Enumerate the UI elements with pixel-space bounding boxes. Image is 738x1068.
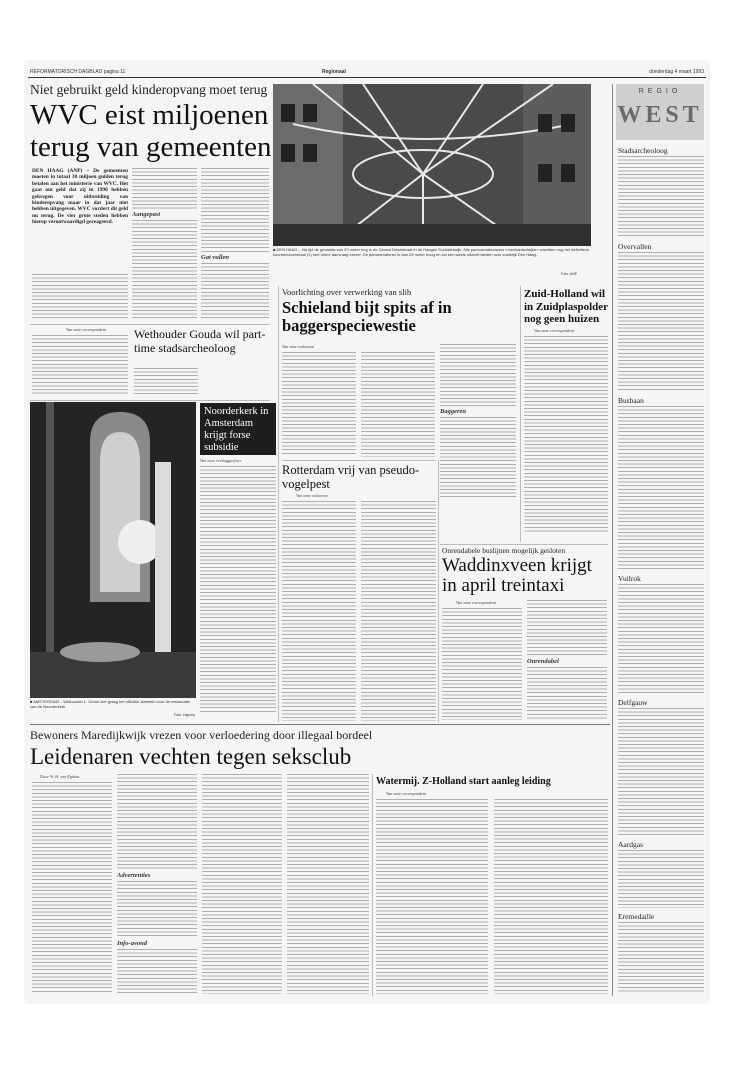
- waterpeil-column-1: [376, 799, 488, 994]
- sidebar-text-4: [618, 584, 704, 694]
- noorderkerk-body: [200, 466, 276, 712]
- sidebar-text-5: [618, 708, 704, 836]
- waddinxveen-column-1: [442, 608, 522, 720]
- waddinxveen-column-2-top: [527, 600, 607, 656]
- waddinxveen-column-2-body: [527, 667, 607, 720]
- leidenaren-column-4: [287, 774, 369, 994]
- gouda-column-1: [32, 335, 128, 395]
- schieland-kicker: Voorlichting over verwerking van slib: [282, 287, 412, 297]
- schieland-column-2: [361, 352, 435, 457]
- zuidholland-body: [524, 336, 608, 534]
- panorama-photo-caption: ■ DEN HAAG – Na tijd de gevaarte van 20 meter nog in de Gerard Deselstraat in de Haagse Schilderswijk. Alle panoramabouwers «mechanischrijke» wachtten nog het definitieve koortsenzoenmaal (1) met ruime aanvraag erover. De panoramatoren is dan 23 meter hoog en zal een weids uitzicht bieden over zuidelijk Den Haag.: [273, 248, 590, 257]
- lead-column-1-continued: [32, 274, 128, 320]
- rotterdam-vogelpest-column-2: [361, 501, 436, 721]
- gouda-headline: Wethouder Gouda wil part-time stadsarcheoloog: [134, 328, 266, 355]
- panorama-photo-credit: Foto: ANP: [561, 272, 577, 276]
- header-rule: [28, 77, 706, 78]
- waterpeil-byline: Van onze correspondent: [386, 791, 427, 796]
- leidenaren-subhead-info-avond: Info-avond: [117, 940, 147, 947]
- lead-column-3-body: [201, 263, 269, 320]
- waddinxveen-byline: Van onze correspondent: [456, 600, 497, 605]
- divider: [30, 324, 270, 325]
- page-header-left: REFORMATORISCH DAGBLAD pagina 11: [30, 69, 126, 75]
- lead-column-3-top: [201, 168, 269, 252]
- sidebar-item-delfgauw: Delfgauw: [618, 698, 648, 707]
- divider: [282, 460, 436, 461]
- gouda-byline: Van onze correspondent: [66, 327, 107, 332]
- sidebar-text-1: [618, 156, 704, 238]
- logo-regio: REGIO: [638, 88, 682, 95]
- waterpeil-column-2: [494, 799, 608, 994]
- schieland-column-3-body: [440, 417, 516, 497]
- schieland-headline: Schieland bijt spits af in baggerspeciewestie: [282, 299, 452, 335]
- column-divider: [278, 286, 279, 722]
- lead-column-2-top: [132, 168, 197, 210]
- lead-subhead-aangepast: Aangepast: [132, 211, 161, 218]
- newspaper-page: [26, 62, 708, 1002]
- noorderkerk-headline: Noorderkerk in Amsterdam krijgt forse subsidie: [204, 406, 269, 453]
- sidebar-text-7: [618, 922, 704, 994]
- lead-headline-line2: terug van gemeenten: [30, 132, 272, 162]
- panorama-tower-photo: [273, 84, 591, 246]
- lead-kicker: Niet gebruikt geld kinderopvang moet terug: [30, 82, 268, 97]
- noorderkerk-headline-box: [200, 403, 276, 455]
- rotterdam-vogelpest-column-1: [282, 501, 356, 721]
- leidenaren-kicker: Bewoners Maredijkwijk vrezen voor verloedering door illegaal bordeel: [30, 728, 373, 742]
- sidebar-item-overvallen: Overvallen: [618, 242, 652, 251]
- leidenaren-column-2-mid: [117, 881, 197, 937]
- column-divider: [520, 286, 521, 542]
- schieland-column-3-top: [440, 344, 516, 406]
- divider: [30, 724, 610, 725]
- sidebar-divider: [612, 84, 613, 996]
- noorderkerk-photo-drawing: [30, 402, 196, 698]
- noorderkerk-photo-caption: ■ AMSTERDAM – Wethouder L. Genet ziet graag het officiële startsein voor de restauratie van de Noorderkerk.: [30, 700, 190, 709]
- leidenaren-subhead-advertenties: Advertenties: [117, 872, 151, 879]
- lead-headline-line1: WVC eist miljoenen: [30, 100, 269, 130]
- sidebar-item-busbaan: Busbaan: [618, 396, 644, 405]
- gouda-column-2: [134, 368, 198, 396]
- divider: [30, 400, 270, 401]
- lead-subhead-gat-vullen: Gat vullen: [201, 254, 229, 261]
- divider: [440, 544, 608, 545]
- noorderkerk-byline: Van onze verslaggeefster: [200, 458, 242, 463]
- lead-intro: DEN HAAG (ANP) – De gemeenten moeten in totaal 30 miljoen gulden terug betalen aan het ministerie van WVC. Het gaat om geld dat zij in 1990 hebben gekregen voor uitbreiding van kinderopvang maar in dat jaar niet hebben uitgegeven. WVC vordert dit geld nu terug. De vier grote steden hebben hierop verontwaardigd gereageerd.: [32, 168, 128, 226]
- sidebar-item-stadsarcheoloog: Stadsarcheoloog: [618, 146, 668, 155]
- leidenaren-column-2-top: [117, 774, 197, 870]
- sidebar-text-6: [618, 850, 704, 908]
- panorama-photo-drawing: [273, 84, 591, 246]
- column-divider: [438, 460, 439, 722]
- waddinxveen-subhead-onrendabel: Onrendabel: [527, 658, 559, 665]
- schieland-subhead-baggeren: Baggeren: [440, 408, 466, 415]
- zuidholland-headline: Zuid-Holland wil in Zuidplaspolder nog geen huizen: [524, 288, 608, 325]
- leidenaren-byline: Door W. H. van Egdom: [40, 774, 80, 779]
- lead-column-2-body: [132, 220, 197, 320]
- zuidholland-byline: Van onze correspondent: [534, 328, 575, 333]
- sidebar-text-3: [618, 406, 704, 570]
- rotterdam-vogelpest-headline: Rotterdam vrij van pseudo-vogelpest: [282, 463, 420, 491]
- waddinxveen-headline: Waddinxveen krijgt in april treintaxi: [442, 556, 592, 596]
- waterpeil-headline: Watermij. Z-Holland start aanleg leiding: [376, 776, 551, 787]
- leidenaren-headline: Leidenaren vechten tegen seksclub: [30, 744, 352, 769]
- page-header-section: Regionaal: [322, 69, 346, 75]
- rotterdam-vogelpest-byline: Van onze redacteur: [296, 493, 329, 498]
- noorderkerk-photo-credit: Foto: Dapons: [174, 713, 196, 717]
- waddinxveen-kicker: Onrendabele buslijnen mogelijk gesloten: [442, 546, 566, 555]
- page-header-date: donderdag 4 maart 1993: [649, 69, 704, 75]
- leidenaren-column-1: [32, 782, 112, 994]
- sidebar-item-eremedaille: Eremedaille: [618, 912, 655, 921]
- sidebar-item-vuilrok: Vuilrok: [618, 574, 641, 583]
- logo-west: WEST: [617, 102, 703, 128]
- sidebar-text-2: [618, 252, 704, 392]
- regio-west-logo: [616, 84, 704, 140]
- column-divider: [372, 774, 373, 996]
- schieland-byline: Van onze redacteur: [282, 344, 315, 349]
- schieland-column-1: [282, 352, 356, 456]
- noorderkerk-photo: [30, 402, 196, 698]
- sidebar-item-aardgas: Aardgas: [618, 840, 643, 849]
- leidenaren-column-3: [202, 774, 282, 994]
- leidenaren-column-2-body: [117, 949, 197, 994]
